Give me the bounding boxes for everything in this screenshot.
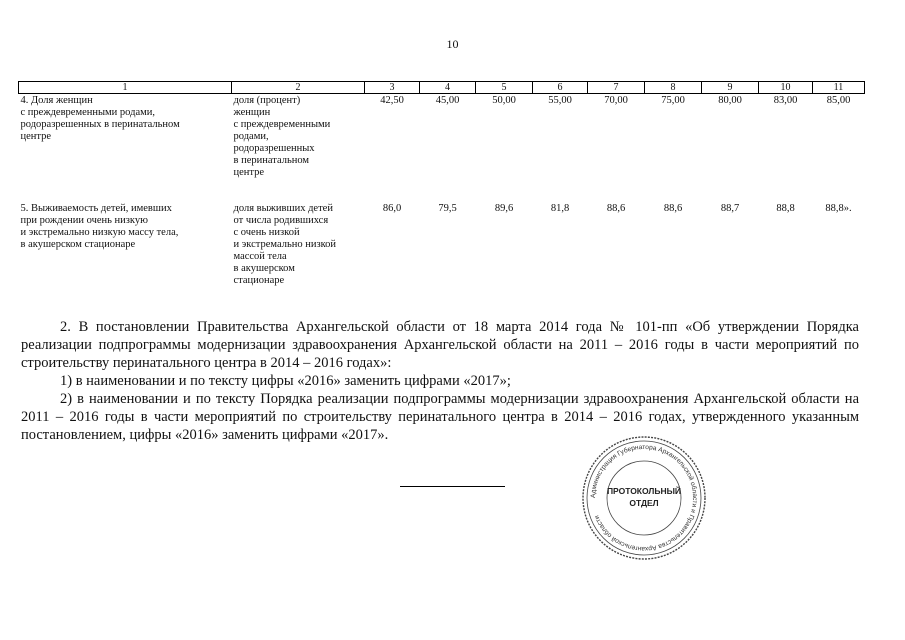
signature-line xyxy=(400,486,505,487)
protocol-department-stamp xyxy=(580,434,708,562)
stamp-center-line2: ОТДЕЛ xyxy=(629,498,659,508)
paragraph-2: 2. В постановлении Правительства Архангельской области от 18 марта 2014 года № 101-пп «Об утверждении Порядка реализации подпрограммы модернизации здравоохранения Архангельской области на 2011 – 2016 годы в части мероприятий по строительству перинатального центра в 2014 – 2016 годах»: xyxy=(21,319,859,371)
column-header: 6 xyxy=(533,82,588,94)
column-header: 3 xyxy=(365,82,420,94)
indicator-value: 89,6 xyxy=(494,203,514,214)
column-header: 9 xyxy=(702,82,759,94)
column-header: 10 xyxy=(759,82,813,94)
indicator-unit: доля выживших детей от числа родившихся с очень низкой и экстремально низкой массой тела в акушерском стационаре xyxy=(233,203,337,286)
indicator-unit: доля (процент) женщин с преждевременными родами, родоразрешенных в перинатальном центре xyxy=(233,95,331,178)
indicator-value: 70,00 xyxy=(604,95,628,106)
indicator-value: 42,50 xyxy=(380,95,404,106)
column-header: 7 xyxy=(588,82,645,94)
table-row xyxy=(19,203,865,298)
indicator-value: 81,8 xyxy=(550,203,570,214)
indicator-value: 50,00 xyxy=(492,95,516,106)
indicator-name: 5. Выживаемость детей, имевших при рождении очень низкую и экстремально низкую массу тела, в акушерском стационаре xyxy=(20,203,179,250)
indicator-value: 45,00 xyxy=(435,95,460,106)
table-row xyxy=(19,94,865,204)
indicators-table xyxy=(18,81,865,298)
column-header: 1 xyxy=(19,82,232,94)
page-number: 10 xyxy=(446,37,459,51)
column-header: 4 xyxy=(420,82,476,94)
indicator-value: 75,00 xyxy=(661,95,685,106)
stamp-center-line1: ПРОТОКОЛЬНЫЙ xyxy=(606,486,682,496)
subparagraph-1: 1) в наименовании и по тексту цифры «2016» заменить цифрами «2017»; xyxy=(60,373,511,389)
column-header: 8 xyxy=(645,82,702,94)
table-header-row xyxy=(19,82,865,94)
stamp-ring-text: Администрация Губернатора Архангельской области и Правительства Архангельской области xyxy=(589,443,699,553)
column-header: 11 xyxy=(813,82,865,94)
indicator-value: 88,8». xyxy=(825,203,852,214)
indicator-value: 83,00 xyxy=(773,95,798,106)
indicator-value: 88,6 xyxy=(606,203,626,214)
column-header: 5 xyxy=(476,82,533,94)
indicator-value: 55,00 xyxy=(548,95,572,106)
indicator-value: 86,0 xyxy=(382,203,402,214)
indicator-value: 88,6 xyxy=(663,203,683,214)
indicator-value: 88,7 xyxy=(720,203,740,214)
column-header: 2 xyxy=(232,82,365,94)
subparagraph-2: 2) в наименовании и по тексту Порядка реализации подпрограммы модернизации здравоохранения Архангельской области на 2011 – 2016 годы в части мероприятий по строительству перинатального центра в 2014 – 2016 годах, утвержденного указанным постановлением, цифры «2016» заменить цифрами «2017». xyxy=(21,391,859,443)
indicator-value: 80,00 xyxy=(718,95,742,106)
indicator-value: 79,5 xyxy=(438,203,457,214)
decree-text xyxy=(21,318,859,444)
indicator-value: 85,00 xyxy=(826,95,851,106)
indicator-name: 4. Доля женщин с преждевременными родами, родоразрешенных в перинатальном центре xyxy=(20,95,180,142)
indicator-value: 88,8 xyxy=(776,203,795,214)
